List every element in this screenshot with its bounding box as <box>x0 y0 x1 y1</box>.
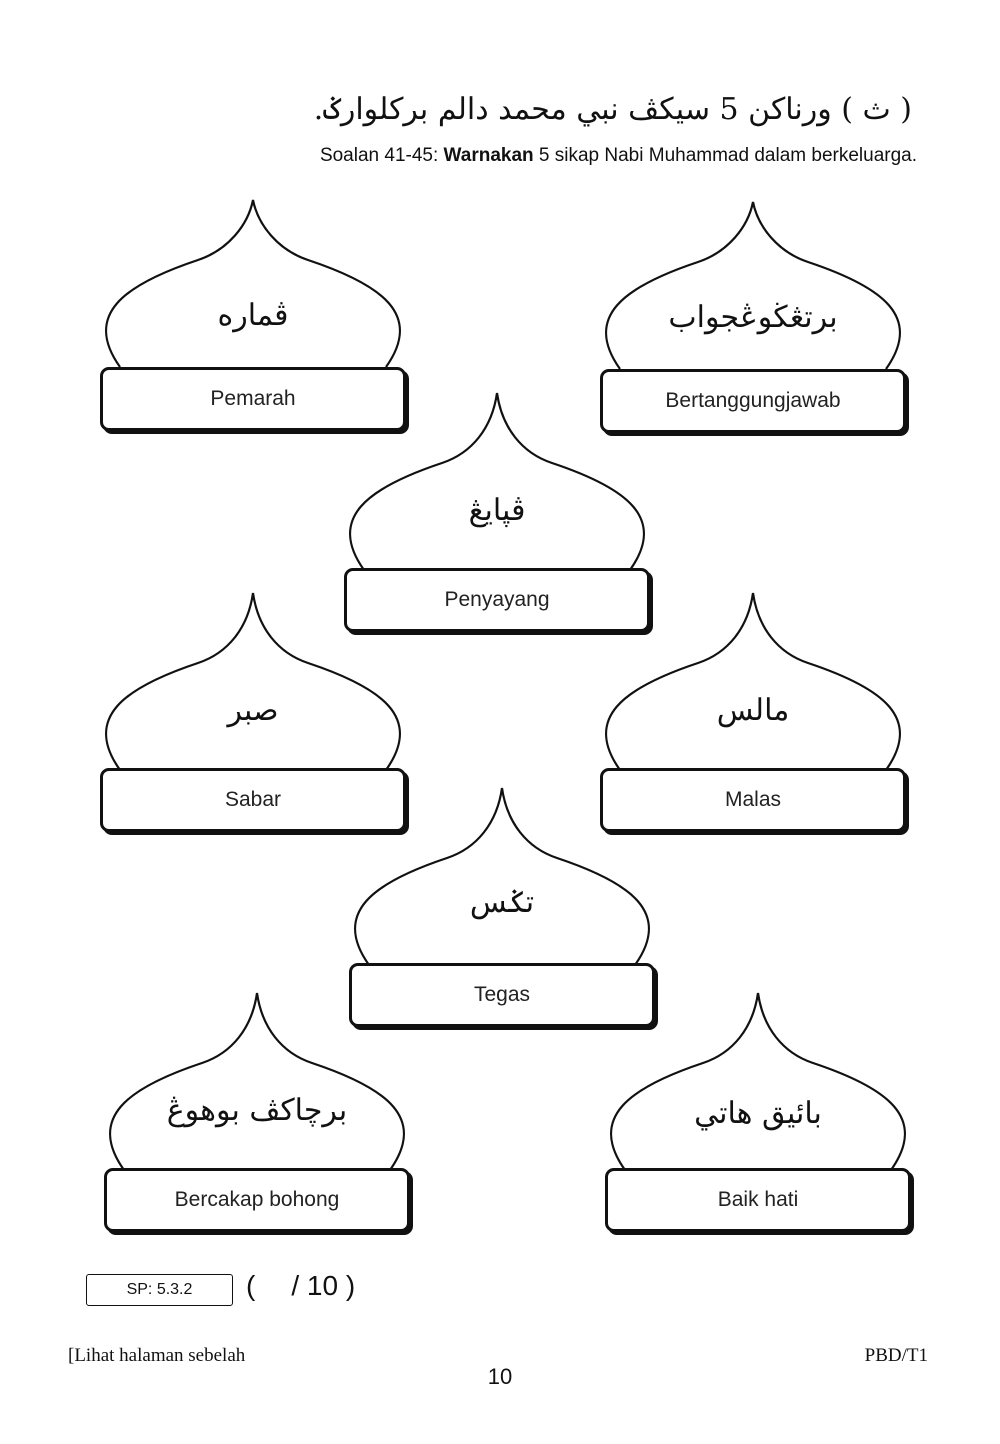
dome-label-box: Baik hati <box>605 1168 911 1232</box>
question-title-rumi <box>60 145 917 167</box>
footer-next-page-note: [Lihat halaman sebelah <box>68 1345 246 1366</box>
dome-label-box: Bertanggungjawab <box>600 369 906 433</box>
dome-jawi-text: ڤڽايڠ <box>468 493 526 528</box>
score-total: / 10 <box>291 1270 339 1301</box>
dome-jawi-text: بائيق هاتي <box>694 1096 822 1131</box>
score-open: ( <box>246 1270 256 1301</box>
page-number: 10 <box>487 1364 513 1389</box>
dome-jawi-text: ڤماره <box>217 298 289 333</box>
dome-item-bercakap-bohong[interactable] <box>102 990 412 1235</box>
standard-code-box: SP: 5.3.2 <box>86 1274 233 1306</box>
dome-label-box: Pemarah <box>100 367 406 431</box>
dome-label-box: Sabar <box>100 768 406 832</box>
dome-label-box: Bercakap bohong <box>104 1168 410 1232</box>
instruction-text: 5 sikap Nabi Muhammad dalam berkeluarga. <box>533 145 917 166</box>
instruction-verb: Warnakan <box>443 145 534 166</box>
dome-label-box: Tegas <box>349 963 655 1027</box>
footer-code: PBD/T1 <box>864 1345 928 1366</box>
dome-label-box: Malas <box>600 768 906 832</box>
dome-jawi-text: تݢس <box>469 885 535 920</box>
question-number: Soalan 41-45: <box>319 145 444 166</box>
dome-jawi-text: مالس <box>716 693 790 728</box>
dome-label-box: Penyayang <box>344 568 650 632</box>
score-close: ) <box>345 1270 356 1301</box>
question-title-jawi: ( ث ) ورناکن 5 سيکڤ نبي محمد دالم برکلوارݢ. <box>313 92 912 127</box>
dome-jawi-text: برچاکڤ بوهوڠ <box>166 1093 348 1128</box>
dome-jawi-text: برتڠڬوڠجواب <box>668 300 838 335</box>
dome-item-baik-hati[interactable] <box>603 990 913 1235</box>
dome-jawi-text: صبر <box>227 693 279 728</box>
score-field[interactable] <box>246 1270 355 1302</box>
